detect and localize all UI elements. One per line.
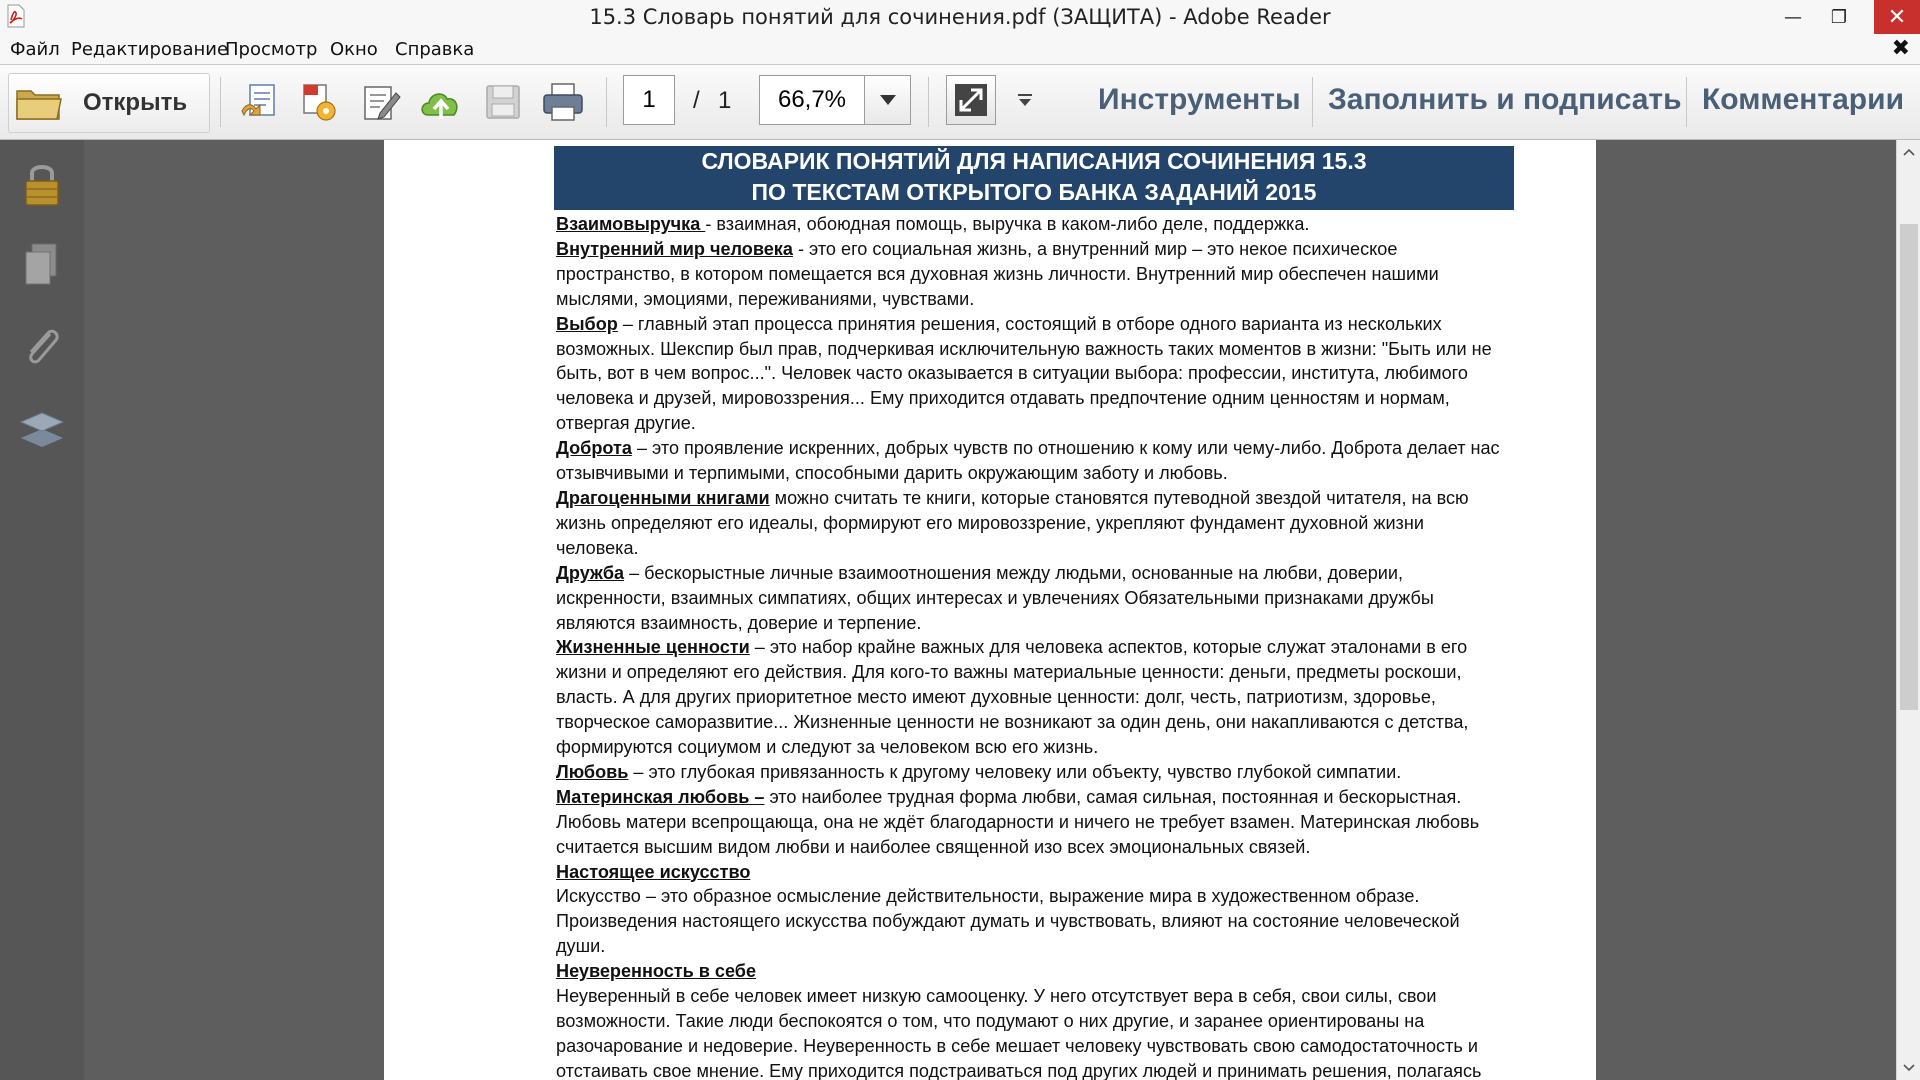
zoom-control <box>759 75 911 125</box>
glossary-term: Выбор <box>556 313 618 334</box>
glossary-term: Материнская любовь – <box>556 786 765 807</box>
toolbar-separator <box>1312 77 1313 127</box>
glossary-definition: – главный этап процесса принятия решения, состоящий в отборе одного варианта из нескольких возможных. Шекспир был прав, подчеркивая исключительную важность таких моментов в жизни: "Быть или не быть, вот в чем вопрос...". Человек часто оказывается в ситуации выбора: профессии, института, любимого человека и друзей, мировоззрения... Ему приходится отдавать предпочтение одним ценностям и нормам, отвергая другие. <box>556 313 1492 434</box>
fit-page-button[interactable] <box>946 75 996 125</box>
glossary-definition: – это проявление искренних, добрых чувств по отношению к кому или чему-либо. Доброта делает нас отзывчивыми и терпимыми, способными дарить окружающим заботу и любовь. <box>556 438 1500 484</box>
menu-bar <box>0 34 1920 65</box>
document-title-line-2: ПО ТЕКСТАМ ОТКРЫТОГО БАНКА ЗАДАНИЙ 2015 <box>751 179 1317 205</box>
glossary-definition: - это его социальная жизнь, а внутренний мир – это некое психическое пространство, в котором помещается вся духовная жизнь личности. Внутренний мир обеспечен нашими мыслями, эмоциями, переживаниями, чувствами. <box>556 238 1439 309</box>
navigation-pane <box>0 140 85 1080</box>
title-bar <box>0 0 1920 34</box>
glossary-definition: Неуверенный в себе человек имеет низкую самооценку. У него отсутствует вера в себя, свои силы, свои возможности. Такие люди беспокоятся о том, что подумают о них другие, и заранее ориентированы на разочарование и недоверие. Неуверенность в себе мешает человеку чувствовать свою самодостаточность и отстаивать свое мнение. Ему приходится подстраиваться под других людей и принимать решения, полагаясь <box>556 986 1482 1080</box>
chevron-down-icon <box>880 95 896 105</box>
glossary-definition: – это глубокая привязанность к другому человеку или объекту, чувство глубокой симпатии. <box>628 761 1402 782</box>
glossary-entry <box>556 635 1506 760</box>
scrollbar-thumb[interactable] <box>1900 224 1918 710</box>
vertical-scrollbar[interactable] <box>1896 140 1920 1080</box>
convert-icon[interactable] <box>296 79 342 125</box>
glossary-term: Драгоценными книгами <box>556 487 770 508</box>
toolbar-separator <box>606 77 607 127</box>
glossary-term: Настоящее искусство <box>556 861 751 882</box>
glossary-term: Доброта <box>556 438 632 459</box>
zoom-input[interactable] <box>760 76 864 124</box>
glossary-term: Дружба <box>556 562 625 583</box>
glossary-definition: – это набор крайне важных для человека аспектов, которые служат эталонами в его жизни и определяют его действия. Для кого-то важны материальные ценности: деньги, предметы роскоши, власть. А для других приоритетное место имеют духовные ценности: долг, честь, патриотизм, здоровье, творческое саморазвитие... Жизненные ценности не возникают за один день, они накапливаются с детства, формируются социумом и следуют за человеком всю его жизнь. <box>556 637 1469 758</box>
menu-window[interactable]: Окно <box>330 39 378 60</box>
toolbar-separator <box>1686 77 1687 127</box>
fill-sign-pane-link[interactable]: Заполнить и подписать <box>1328 83 1682 116</box>
glossary-entry <box>556 486 1506 561</box>
upload-cloud-icon[interactable] <box>418 79 464 125</box>
print-icon[interactable] <box>540 79 586 125</box>
save-icon[interactable] <box>480 79 526 125</box>
glossary-definition: можно считать те книги, которые становятся путеводной звездой читателя, на всю жизнь определяют его идеалы, формируют его мировоззрение, укрепляют фундамент духовной жизни человека. <box>556 487 1469 558</box>
glossary-entry <box>556 312 1506 437</box>
glossary-term: Жизненные ценности <box>556 637 750 658</box>
lock-icon[interactable] <box>17 158 67 208</box>
create-pdf-icon[interactable] <box>236 79 282 125</box>
layers-icon[interactable] <box>17 404 67 454</box>
glossary-entry <box>556 884 1506 959</box>
glossary-term: Неуверенность в себе <box>556 961 757 982</box>
more-tools-button[interactable] <box>1012 87 1038 113</box>
document-title-line-1: СЛОВАРИК ПОНЯТИЙ ДЛЯ НАПИСАНИЯ СОЧИНЕНИЯ 15.3 <box>701 148 1367 174</box>
menu-edit[interactable]: Редактирование <box>71 39 229 60</box>
glossary-definition: Искусство – это образное осмысление действительности, выражение мира в художественном образе. Произведения настоящего искусства побуждают думать и чувствовать, влияют на состояние человеческой души. <box>556 886 1460 957</box>
toolbar-separator <box>928 77 929 127</box>
attachment-icon[interactable] <box>17 322 67 372</box>
close-button[interactable]: ✕ <box>1874 0 1920 34</box>
edit-icon[interactable] <box>358 79 404 125</box>
page-number-input[interactable] <box>623 75 675 125</box>
glossary-entry <box>556 984 1506 1080</box>
glossary-definition: это наиболее трудная форма любви, самая сильная, постоянная и бескорыстная. Любовь матери всепрощающа, она не ждёт благодарности и ничего не требует взамен. Материнская любовь считается высшим видом любви и наиболее священной изо всех эмоциональных связей. <box>556 786 1480 857</box>
close-document-button[interactable]: ✖ <box>1891 36 1910 61</box>
document-body <box>556 212 1506 1080</box>
chevron-up-icon <box>1903 148 1915 156</box>
glossary-entry <box>556 212 1506 237</box>
maximize-button[interactable]: ❐ <box>1830 6 1848 28</box>
glossary-definition: – бескорыстные личные взаимоотношения между людьми, основанные на любви, доверии, искренности, взаимных симпатиях, общих интересах и увлечениях Обязательными признаками дружбы являются взаимность, доверие и терпение. <box>556 562 1434 633</box>
comments-pane-link[interactable]: Комментарии <box>1702 83 1905 116</box>
open-label: Открыть <box>83 89 188 116</box>
glossary-term: Внутренний мир человека <box>556 238 793 259</box>
scroll-up-button[interactable] <box>1897 140 1920 164</box>
page-total: 1 <box>718 87 732 114</box>
toolbar-separator <box>220 77 221 127</box>
window-title: 15.3 Словарь понятий для сочинения.pdf (ЗАЩИТА) - Adobe Reader <box>589 5 1331 29</box>
glossary-entry <box>556 561 1506 636</box>
glossary-term: Любовь <box>556 761 629 782</box>
chevron-down-icon <box>1016 93 1034 107</box>
glossary-entry <box>556 959 1506 984</box>
menu-help[interactable]: Справка <box>395 39 475 60</box>
glossary-term: Взаимовыручка <box>556 214 706 234</box>
glossary-entry <box>556 237 1506 312</box>
glossary-entry <box>556 436 1506 486</box>
open-button[interactable] <box>8 73 210 133</box>
zoom-dropdown-button[interactable] <box>864 76 910 124</box>
pages-icon[interactable] <box>17 240 67 290</box>
glossary-entry <box>556 760 1506 785</box>
glossary-definition: - взаимная, обоюдная помощь, выручка в каком-либо деле, поддержка. <box>705 214 1310 234</box>
document-title-banner <box>554 146 1514 210</box>
menu-view[interactable]: Просмотр <box>225 39 318 60</box>
toolbar <box>0 65 1920 140</box>
pdf-page[interactable] <box>384 140 1596 1080</box>
tools-pane-link[interactable]: Инструменты <box>1098 83 1301 116</box>
expand-icon <box>953 82 989 118</box>
folder-icon <box>15 83 63 123</box>
document-workspace[interactable] <box>84 140 1896 1080</box>
glossary-entry <box>556 785 1506 860</box>
chevron-down-icon <box>1903 1064 1915 1072</box>
page-separator: / <box>693 87 700 114</box>
minimize-button[interactable]: — <box>1784 6 1802 28</box>
glossary-entry <box>556 860 1506 885</box>
menu-file[interactable]: Файл <box>10 39 60 60</box>
scroll-down-button[interactable] <box>1897 1056 1920 1080</box>
